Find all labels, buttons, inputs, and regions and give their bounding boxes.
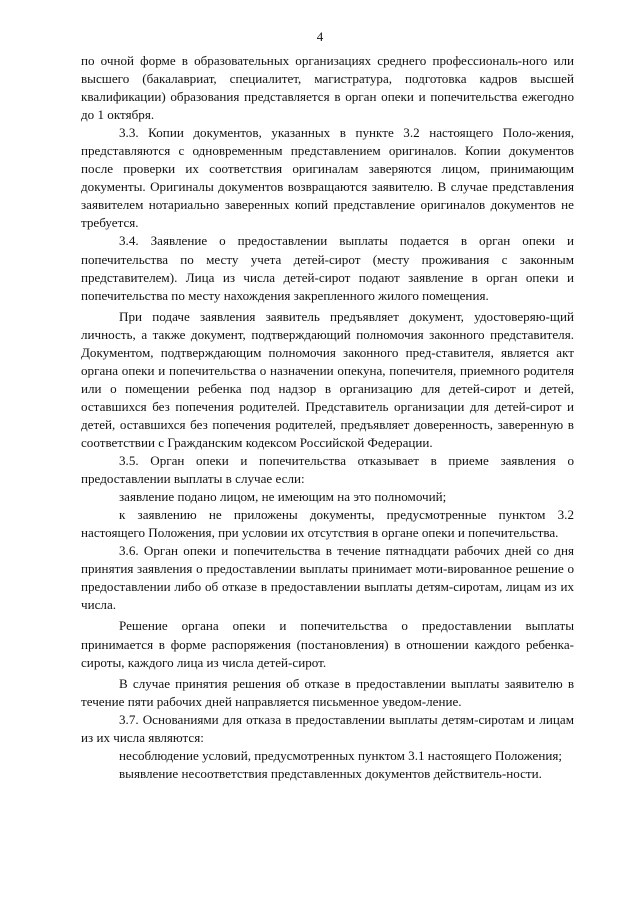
paragraph-3-4: 3.4. Заявление о предоставлении выплаты подается в орган опеки и попечительства по месту учета детей-сирот (месту проживания с законным представителем). Лица из числа детей-сирот подают заявление в орган опеки и попечительства по месту нахождения закрепленного жилого помещения. [81,233,574,303]
list-item-missing-documents: к заявлению не приложены документы, предусмотренные пунктом 3.2 настоящего Положения, при условии их отсутствия в органе опеки и попечительства. [81,507,574,541]
paragraph-refusal-notice: В случае принятия решения об отказе в предоставлении выплаты заявителю в течение пяти рабочих дней направляется письменное уведом-ление. [81,675,574,709]
list-item-false-documents: выявление несоответствия представленных документов действитель-ности. [119,765,542,781]
paragraph-3-6: 3.6. Орган опеки и попечительства в течение пятнадцати рабочих дней со дня принятия заявления о предоставлении выплаты принимает моти-вированное решение о предоставлении либо об отказе в предоставлении выплаты детям-сиротам, лицам из их числа. [81,543,574,613]
paragraph-3-7: 3.7. Основаниями для отказа в предоставлении выплаты детям-сиротам и лицам из их числа являются: [81,711,574,745]
paragraph-submission-documents: При подаче заявления заявитель предъявляет документ, удостоверяю-щий личность, а также документ, подтверждающий полномочия законного представителя. Документом, подтверждающим полномочия законного пред-ставителя, является акт органа опеки и попечительства о назначении опекуна, попечителя, приемного родителя или о помещении ребенка под надзор в организацию для детей-сирот и детей, оставшихся без попечения родителей. Представитель организации для детей-сирот и детей, оставшихся без попечения родителей, предъявляет доверенность, заверенную в соответствии с Гражданским кодексом Российской Федерации. [81,308,574,450]
paragraph-decision-form: Решение органа опеки и попечительства о предоставлении выплаты принимается в форме распоряжения (постановления) в отношении каждого ребенка-сироты, каждого лица из числа детей-сирот. [81,618,574,670]
body-text [81,52,574,783]
paragraph-3-3: 3.3. Копии документов, указанных в пункте 3.2 настоящего Поло-жения, представляются с одновременным представлением оригиналов. Копии документов после проверки их соответствия оригиналам заверяются лицом, принимающим документы. Оригиналы документов возвращаются заявителю. В случае представления заявителем нотариально заверенных копий представление оригиналов документов не требуется. [81,125,574,231]
paragraph-continuation: по очной форме в образовательных организациях среднего профессиональ-ного или высшего (бакалавриат, специалитет, магистратура, подготовка кадров высшей квалификации) образования представляется в орган опеки и попечительства ежегодно до 1 октября. [81,53,574,123]
paragraph-3-5: 3.5. Орган опеки и попечительства отказывает в приеме заявления о предоставлении выплаты в случае если: [81,453,574,487]
page-number: 4 [316,29,324,44]
list-item-noncompliance: несоблюдение условий, предусмотренных пунктом 3.1 настоящего Положения; [119,747,562,763]
list-item-no-authority: заявление подано лицом, не имеющим на это полномочий; [119,489,447,505]
